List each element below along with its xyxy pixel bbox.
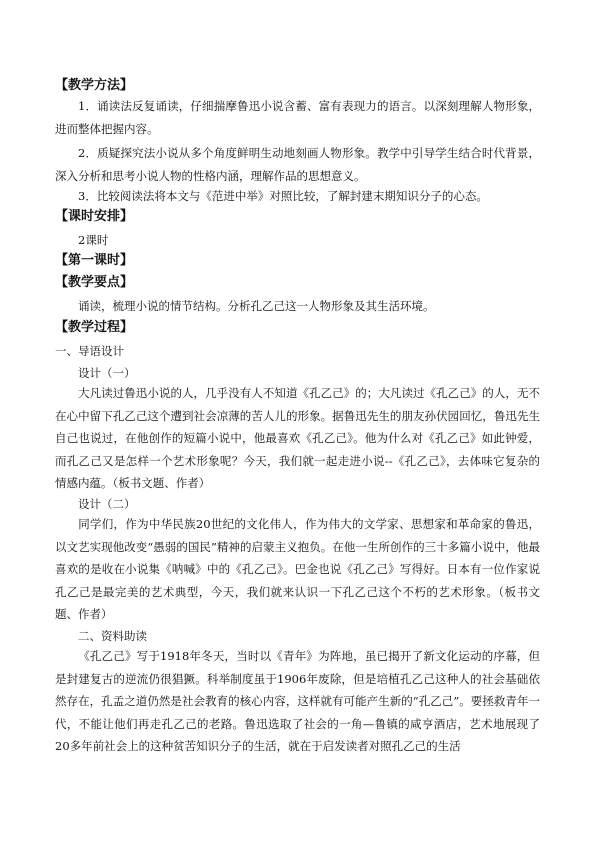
design-2-text: 同学们，作为中华民族20世纪的文化伟人，作为伟大的文学家、思想家和革命家的鲁迅，以文艺实现他改变“愚弱的国民”精神的启蒙主义抱负。在他一生所创作的三十多篇小说中，他最喜欢的是收在小说集《呐喊》中的《孔乙己》。巴金也说《孔乙己》写得好。日本有一位作家说孔乙己是最完美的艺术典型，今天，我们就来认识一下孔乙己这个不朽的艺术形象。（板书文题、作者） xyxy=(55,517,540,621)
method-item-1: 1．诵读法反复诵读，仔细揣摩鲁迅小说含蓄、富有表现力的语言。以深刻理解人物形象，进而整体把握内容。 xyxy=(55,99,540,136)
heading-key-points: 【教学要点】 xyxy=(55,275,134,290)
design-1-title: 设计（一） xyxy=(78,366,136,380)
heading-schedule: 【课时安排】 xyxy=(55,209,134,224)
section-1-title: 一、导语设计 xyxy=(55,344,124,358)
design-2-title: 设计（二） xyxy=(78,497,136,511)
heading-teaching-process: 【教学过程】 xyxy=(55,320,134,335)
section-2-text: 《孔乙己》写于1918年冬天，当时以《青年》为阵地，虽已揭开了新文化运动的序幕，但是封建复古的逆流仍很猖獗。科举制度虽于1906年废除，但是培植孔乙己这种人的社会基础依然存在，孔孟之道仍然是社会教育的核心内容，这样就有可能产生新的“孔乙己”。要拯救青年一代，不能让他们再走孔乙己的老路。鲁迅选取了社会的一角—鲁镇的咸亨酒店，艺术地展现了20多年前社会上的这种贫苦知识分子的生活，就在于启发读者对照孔乙己的生活 xyxy=(55,649,540,753)
method-item-3: 3．比较阅读法将本文与《范进中举》对照比较，了解封建末期知识分子的心态。 xyxy=(78,189,488,203)
key-points-text: 诵读，梳理小说的情节结构。分析孔乙己这一人物形象及其生活环境。 xyxy=(78,299,435,313)
heading-teaching-method: 【教学方法】 xyxy=(55,78,134,93)
heading-lesson-1: 【第一课时】 xyxy=(55,253,134,268)
method-item-2: 2．质疑探究法小说从多个角度鲜明生动地刻画人物形象。教学中引导学生结合时代背景，深入分析和思考小说人物的性格内涵，理解作品的思想意义。 xyxy=(55,146,540,183)
section-2-title: 二、资料助读 xyxy=(78,629,147,643)
schedule-text: 2课时 xyxy=(78,233,109,247)
design-1-text: 大凡读过鲁迅小说的人，几乎没有人不知道《孔乙己》的；大凡读过《孔乙己》的人，无不在心中留下孔乙己这个遭到社会凉薄的苦人儿的形象。据鲁迅先生的朋友孙伏园回忆，鲁迅先生自己也说过，在他创作的短篇小说中，他最喜欢《孔乙己》。他为什么对《孔乙己》如此钟爱，而孔乙己又是怎样一个艺术形象呢？今天，我们就一起走进小说--《孔乙己》，去体味它复杂的情感内蕴。（板书文题、作者） xyxy=(55,386,540,490)
